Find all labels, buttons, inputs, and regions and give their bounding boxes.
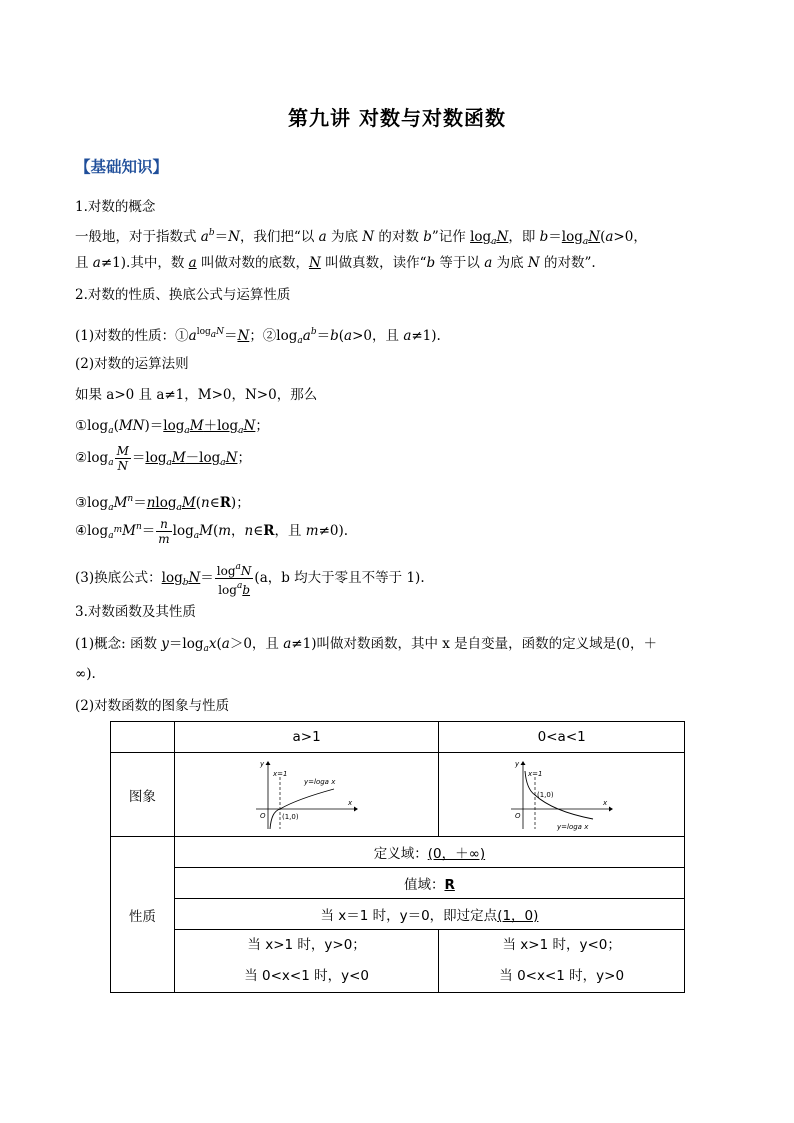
range-cell: 值域：R xyxy=(174,868,684,899)
sign-left-line-1: 当 x>1 时，y>0； xyxy=(247,937,366,953)
x-axis-arrow xyxy=(354,806,358,811)
y-label: y xyxy=(514,759,519,768)
sign-left-cell xyxy=(174,930,439,993)
sign-right-line-1: 当 x>1 时，y<0； xyxy=(502,937,621,953)
graph-decreasing-log xyxy=(507,757,617,833)
x-axis-arrow xyxy=(609,806,613,811)
section-heading: 【基础知识】 xyxy=(75,158,169,176)
x-eq-1-label: x=1 xyxy=(272,769,288,778)
log-properties-line: (1)对数的性质：$①a^{log_aN}=N$；$②\log_aa^b=b(a>0$，且 a≠1). xyxy=(75,327,441,346)
origin-label: O xyxy=(514,811,521,820)
table-sign-row xyxy=(111,930,685,993)
row-label-graph: 图象 xyxy=(111,753,175,837)
header-a-gt-1: a>1 xyxy=(174,722,439,753)
fixed-point-cell: 当 x＝1 时，y＝0，即过定点(1，0) xyxy=(174,899,684,930)
rules-condition: 如果 a>0 且 a≠1，M>0，N>0，那么 xyxy=(75,387,318,403)
x-label: x xyxy=(602,798,607,807)
domain-cell: 定义域：(0，＋∞) xyxy=(174,837,684,868)
graph-increasing-cell xyxy=(174,753,439,837)
heading-log-properties: 2.对数的性质、换底公式与运算性质 xyxy=(75,287,291,303)
graph-decreasing-cell xyxy=(439,753,685,837)
log-function-concept: (1)概念: 函数 $y=\log_ax(a>0$，且 a≠1)叫做对数函数，其中 x 是自变量，函数的定义域是(0，＋ xyxy=(75,636,658,654)
point-label: (1,0) xyxy=(536,790,554,799)
sign-left-line-2: 当 0<x<1 时，y<0 xyxy=(244,968,369,984)
curve-label: y=loga x xyxy=(303,777,335,786)
table-header-row xyxy=(111,722,685,753)
graph-increasing-log xyxy=(252,757,362,833)
concept-paragraph-line-2: 且 a≠1).其中，数 a 叫做对数的底数，N 叫做真数，读作“b 等于以 a 为底 N 的对数”. xyxy=(75,255,596,271)
heading-log-function: 3.对数函数及其性质 xyxy=(75,604,196,620)
x-label: x xyxy=(347,798,352,807)
rule-3: $③\log_aM^n=nlog_aM(n\in R)$； xyxy=(75,494,250,513)
graph-properties-heading: (2)对数函数的图象与性质 xyxy=(75,698,230,714)
concept-paragraph-line-1: 一般地，对于指数式 $a^b=N$，我们把“以 a 为底 N 的对数 b”记作 $\log_aN$，即 $b=\log_aN(a>0$， xyxy=(75,228,647,247)
y-label: y xyxy=(259,759,264,768)
rule-4: $④\log_{a^m}M^n=$ $\frac{n}{m}$ $\log_aM(m$，n∈R，且 m≠0). xyxy=(75,517,349,546)
table-corner-cell xyxy=(111,722,175,753)
table-domain-row xyxy=(111,837,685,868)
table-range-row xyxy=(111,868,685,899)
sign-right-cell xyxy=(439,930,685,993)
y-axis-arrow xyxy=(265,761,270,765)
rule-2: $②\log_a$ $\frac{M}{N}$ $=\log_aM-\log_aN$； xyxy=(75,444,251,473)
log-function-concept-cont: ∞). xyxy=(75,666,96,682)
heading-log-concept: 1.对数的概念 xyxy=(75,199,156,215)
sign-right-line-2: 当 0<x<1 时，y>0 xyxy=(499,968,625,984)
log-function-table xyxy=(110,721,685,993)
rule-1: $①\log_a(MN)=\log_aM+\log_aN$； xyxy=(75,418,269,436)
curve-label: y=loga x xyxy=(556,822,589,831)
table-fixed-point-row xyxy=(111,899,685,930)
y-axis-arrow xyxy=(520,761,525,765)
x-eq-1-label: x=1 xyxy=(527,769,543,778)
table-graph-row xyxy=(111,753,685,837)
origin-label: O xyxy=(259,811,266,820)
point-label: (1,0) xyxy=(281,812,299,821)
row-label-properties: 性质 xyxy=(111,837,175,993)
page-title: 第九讲 对数与对数函数 xyxy=(288,106,506,130)
header-a-lt-1: 0<a<1 xyxy=(439,722,685,753)
rules-heading: (2)对数的运算法则 xyxy=(75,356,189,372)
change-of-base: (3)换底公式：$\log_bN=$ $\frac{\log^aN}{\log^ab}$ (a，b 均大于零且不等于 1). xyxy=(75,562,425,597)
